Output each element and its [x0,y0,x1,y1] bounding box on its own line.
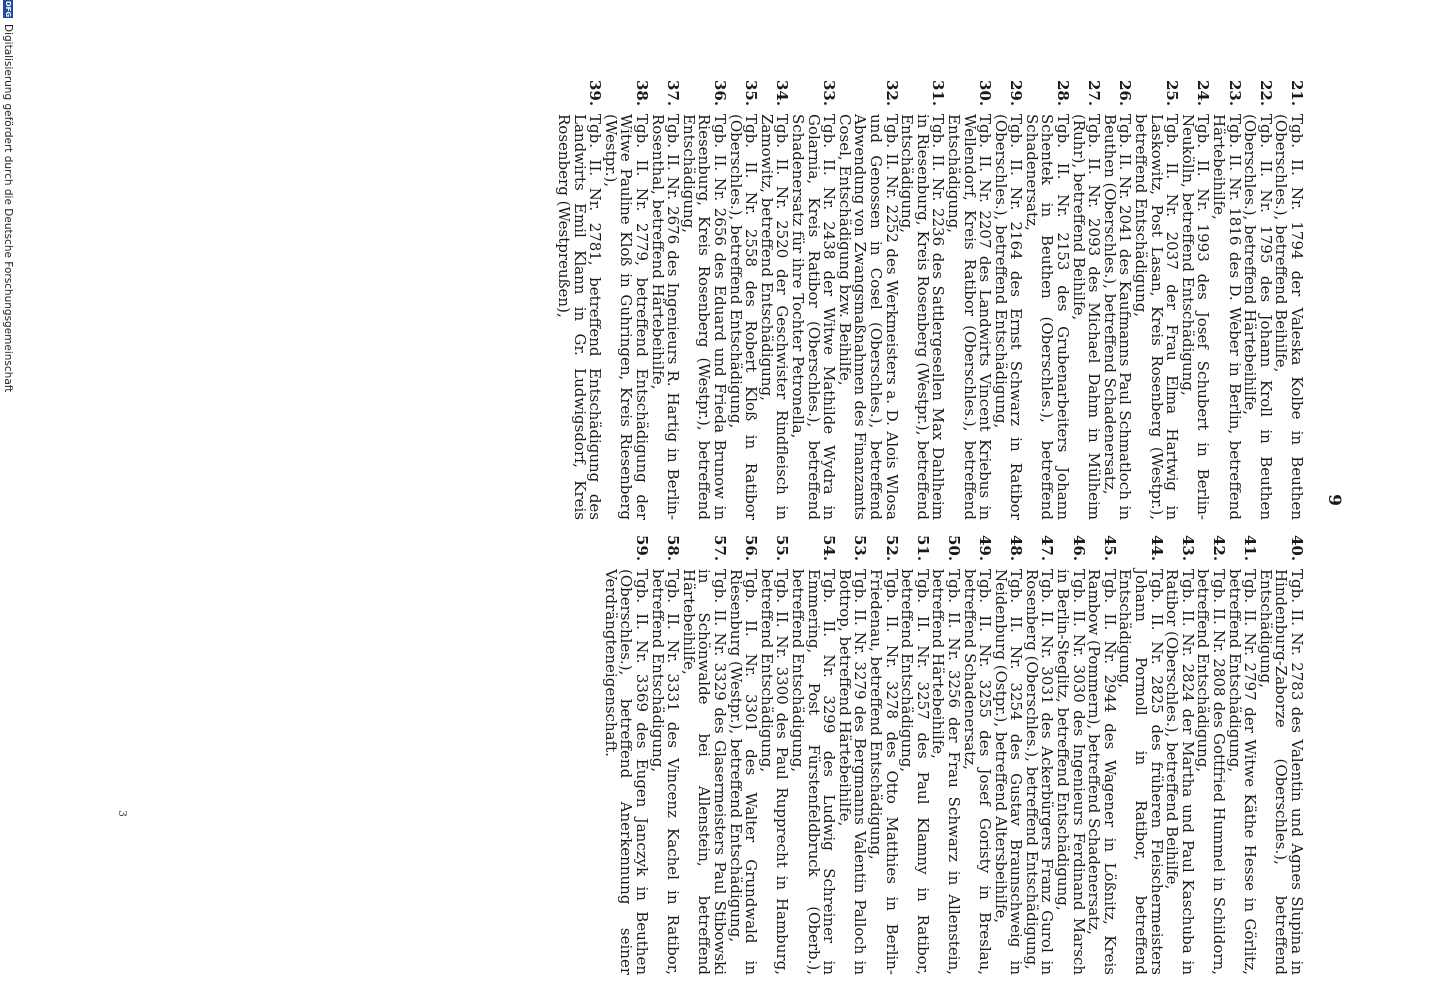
list-item [1257,535,1304,975]
right-column [602,535,1304,975]
entry-text: Tgb. II. Nr. 2153 des Grubenarbeiters Johann Schentek in Beuthen (Oberschles.), betreffend Schadenersatz, [1022,114,1073,520]
entry-number: 29. [1007,80,1026,107]
entry-number: 40. [1288,535,1306,562]
list-item [930,535,961,975]
entry-number: 23. [1225,80,1244,107]
entry-number: 26. [1116,80,1135,107]
list-item [757,80,792,520]
entry-text: Tgb. II. Nr. 2808 des Gottfried Hummel in Schildorn, betreffend Entschädigung, [1194,569,1229,975]
entry-text: Tgb. II. Nr. 2797 der Witwe Käthe Hesse in Görlitz, betreffend Entschädigung, [1225,569,1260,975]
entry-text: Tgb. II. Nr. 2781, betreffend Entschädigung des Landwirts Emil Klann in Gr. Ludwigsdorf, Kreis Rosenberg (Westpreußen), [555,114,605,520]
entry-number: 49. [976,535,995,562]
list-item [1194,535,1229,975]
entry-text: Tgb. II. Nr. 2824 der Martha und Paul Kaschuba in Ratibor (Oberschles.), betreffend Beihilfe, [1163,569,1197,975]
entry-text: Tgb. II. Nr. 3031 des Ackerbürgers Franz Gurol in Rosenberg (Oberschles.), betreffend Entschädigung, [1022,569,1057,975]
list-item [601,535,652,975]
left-column [556,80,1305,520]
list-item [1055,535,1086,975]
list-item [1132,80,1182,520]
list-item [1117,535,1164,975]
entry-text: Tgb. II. Nr. 2093 des Michael Dahm in Mülheim (Ruhr), betreffend Beihilfe, [1069,114,1104,520]
list-item [789,80,839,520]
entry-text: Tgb. II. Nr. 2520 der Geschwister Rindfleisch in Zamowitz, betreffend Entschädigung, [757,114,792,520]
list-item [1242,80,1273,520]
entry-text: Tgb. II. Nr. 2558 des Robert Kloß in Ratibor (Oberschles.), betreffend Entschädigung, [726,114,761,520]
entry-number: 42. [1210,535,1229,562]
list-item [1225,535,1260,975]
entry-number: 39. [586,80,605,107]
list-item [648,535,683,975]
list-item [601,80,652,520]
list-item [1086,535,1117,975]
page-number: 9 [1324,494,1344,506]
entry-number: 55. [773,535,792,562]
entry-number: 31. [929,80,948,107]
entry-text: Tgb. II. Nr. 2252 des Werkmeisters a. D. Alois Wlosa und Genossen in Cosel (Oberschles.), betreffend Abwendung von Zwangsmaßnahmen des Finanzamts Cosel, Entschädigung bzw. Beihilfe, [835,114,901,520]
entry-number: 36. [711,80,730,107]
list-item [726,535,761,975]
entry-text: Tgb. II. Nr. 2779, betreffend Entschädigung der Witwe Pauline Kloß in Guhringen, Kreis Riesenberg (Westpr.), [601,114,652,520]
entry-text: Tgb. II. Nr. 3369 des Eugen Janczyk in Beuthen (Oberschles.), betreffend Anerkennung seiner Verdrängteneigenschaft. [601,569,652,975]
entry-number: 53. [851,535,870,562]
entry-number: 41. [1241,535,1260,562]
entry-number: 54. [820,535,839,562]
entry-number: 58. [664,535,683,562]
entry-number: 56. [742,535,761,562]
entry-text: Tgb. II. Nr. 3255 des Josef Goristy in Breslau, betreffend Schadenersatz, [960,569,995,975]
entry-text: Tgb. II. Nr. 1794 der Valeska Kolbe in Beuthen (Oberschles.), betreffend Beihilfe, [1272,114,1306,520]
entry-text: Tgb. II. Nr. 2438 der Witwe Mathilde Wydra in Golarnia, Kreis Ratibor (Oberschles.), betreffend Schadenersatz für ihre Tochter Petronella, [789,114,839,520]
signature-mark: 3 [116,810,129,817]
entry-text: Tgb. II. Nr. 2676 des Ingenieurs R. Hartig in Berlin-Rosenthal, betreffend Härtebeihilfe, [648,114,683,520]
entry-text: Tgb. II. Nr. 2656 des Eduard und Frieda Brunow in Riesenburg, Kreis Rosenberg (Westpr.), betreffend Entschädigung, [679,114,730,520]
list-item [1022,535,1057,975]
entry-text: Tgb. II. Nr. 2207 des Landwirts Vincent Kriebus in Wellendorf, Kreis Ratibor (Oberschles.), betreffend Entschädigung, [944,114,995,520]
entry-text: Tgb. II. Nr. 3279 des Bergmanns Valentin Palloch in Bottrop, betreffend Härtebeihilfe, [835,569,870,975]
entry-text: Tgb. II. Nr. 3256 der Frau Schwarz in Allenstein, betreffend Härtebeihilfe, [929,569,963,975]
entry-number: 46. [1069,535,1088,562]
list-item [1069,80,1104,520]
list-item [556,80,603,520]
entry-text: Tgb. II. Nr. 3300 des Paul Rupprecht in Hamburg, betreffend Entschädigung, [757,569,792,975]
entry-text: Tgb. II. Nr. 2037 der Frau Elma Hartwig in Laskowitz, Post Lasan, Kreis Rosenberg (Westpr.), betreffend Entschädigung, [1132,114,1182,520]
list-item [789,535,839,975]
footer [2,0,14,1000]
entry-number: 48. [1007,535,1026,562]
entry-text: Tgb. II. Nr. 2783 des Valentin und Agnes Slupina in Hindenburg-Zaborze (Oberschles.), betreffend Entschädigung, [1256,569,1306,975]
list-item [991,80,1026,520]
list-item [679,80,730,520]
entry-number: 21. [1288,80,1306,107]
entry-text: Tgb. II. Nr. 3329 des Glasermeisters Paul Stibowski in Schönwalde bei Allenstein, betreffend Härtebeihilfe, [679,569,730,975]
entry-number: 35. [742,80,761,107]
entry-number: 22. [1256,80,1275,107]
list-item [1100,80,1135,520]
list-item [960,535,995,975]
entry-number: 28. [1054,80,1073,107]
dfg-logo: DFG [4,0,12,18]
entry-text: Tgb. II. Nr. 1993 des Josef Schubert in Berlin-Neukölln, betreffend Entschädigung, [1178,114,1213,520]
entry-number: 47. [1038,535,1057,562]
entry-text: Tgb. II. Nr. 2164 des Ernst Schwarz in Ratibor (Oberschles.), betreffend Entschädigung, [991,114,1026,520]
entry-number: 24. [1194,80,1213,107]
entry-number: 32. [882,80,901,107]
list-item [1022,80,1073,520]
entry-number: 25. [1163,80,1182,107]
entry-text: Tgb. II. Nr. 3299 des Ludwig Schreiner in Emmering, Post Fürstenfeldbruck (Oberb.), betreffend Entschädigung, [789,569,839,975]
entry-text: Tgb. II. Nr. 2041 des Kaufmanns Paul Schmatloch in Beuthen (Oberschles.), betreffend Schadenersatz, [1100,114,1135,520]
entry-number: 51. [913,535,932,562]
entry-number: 30. [976,80,995,107]
entry-number: 45. [1100,535,1119,562]
entry-text: Tgb. II. Nr. 3257 des Paul Klamny in Ratibor, betreffend Entschädigung, [898,569,932,975]
entry-number: 59. [633,535,652,562]
list-item [1273,80,1304,520]
list-item [757,535,792,975]
entry-text: Tgb. II. Nr. 2825 des früheren Fleischermeisters Johann Pormoll in Ratibor, betreffend Entschädigung, [1116,569,1166,975]
list-item [866,535,901,975]
entry-number: 34. [773,80,792,107]
list-item [679,535,730,975]
entry-text: Tgb. II. Nr. 3301 des Walter Grundwald in Riesenburg (Westpr.), betreffend Entschädigung, [726,569,761,975]
entry-number: 43. [1178,535,1197,562]
list-item [899,80,946,520]
list-item [1178,80,1213,520]
entry-text: Tgb. II. Nr. 3278 des Otto Matthies in Berlin-Friedenau, betreffend Entschädigung, [866,569,901,975]
entry-number: 57. [711,535,730,562]
entry-number: 33. [820,80,839,107]
entry-number: 50. [944,535,963,562]
entry-text: Tgb. II. Nr. 3030 des Ingenieurs Ferdinand Marsch in Berlin-Steglitz, betreffend Entschädigung, [1054,569,1088,975]
entry-number: 52. [882,535,901,562]
entry-text: Tgb. II. Nr. 1795 des Johann Kroll in Beuthen (Oberschles.), betreffend Härtebeihilfe, [1241,114,1275,520]
list-item [1210,80,1244,520]
list-item [1164,535,1195,975]
list-item [648,80,683,520]
list-item [835,535,870,975]
entry-number: 27. [1085,80,1104,107]
list-item [835,80,901,520]
entry-number: 38. [633,80,652,107]
list-item [991,535,1026,975]
entry-text: Tgb. II. Nr. 1816 des D. Weber in Berlin, betreffend Härtebeihilfe, [1210,114,1244,520]
footer-text: Digitalisierung gefördert durch die Deutsche Forschungsgemeinschaft [2,24,14,393]
list-item [726,80,761,520]
entry-number: 44. [1147,535,1166,562]
entry-text: Tgb. II. Nr. 3331 des Vincenz Kachel in Ratibor, betreffend Entschädigung, [648,569,683,975]
list-item [899,535,930,975]
list-item [944,80,995,520]
entry-number: 37. [664,80,683,107]
entry-text: Tgb. II. Nr. 2944 des Wagener in Lößnitz, Kreis Rambow (Pommern), betreffend Schadenersatz, [1085,569,1119,975]
entry-text: Tgb. II. Nr. 3254 des Gustav Braunschweig in Neidenburg (Ostpr.), betreffend Altersbeihilfe, [991,569,1026,975]
entry-text: Tgb. II. Nr. 2236 des Sattlergesellen Max Dahlheim in Riesenburg, Kreis Rosenberg (Westpr.), betreffend Entschädigung, [898,114,948,520]
